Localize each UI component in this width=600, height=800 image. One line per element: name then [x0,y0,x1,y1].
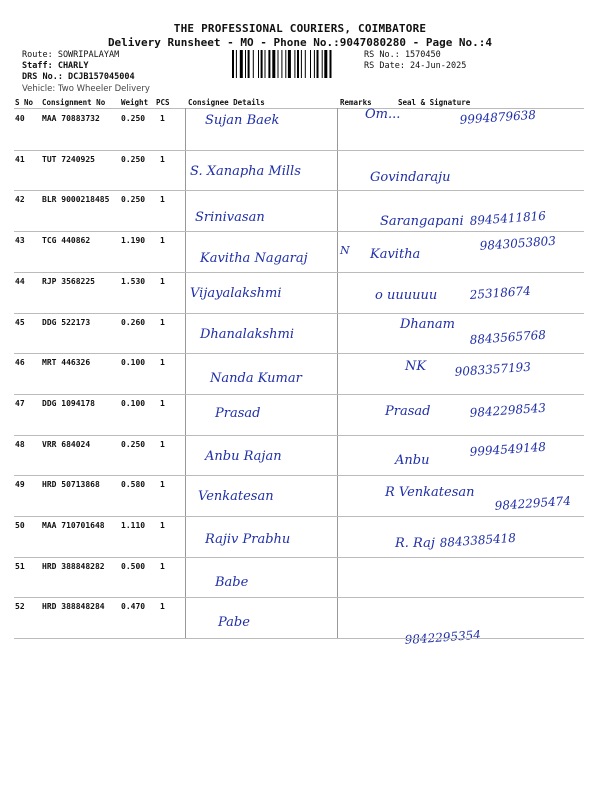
signature-handwriting: Kavitha [370,247,421,263]
drs-label: DRS No.: DCJB157045004 [22,72,135,82]
handwriting-layer [0,558,600,598]
row-pcs: 1 [160,154,165,164]
row-consignment-no: MAA 70883732 [42,114,100,123]
table-row [0,151,600,191]
route-label: Route: SOWRIPALAYAM [22,50,120,60]
row-sno: 44 [15,276,25,286]
row-consignment-no: RJP 3568225 [42,276,95,286]
phone-handwriting: 25318674 [469,283,532,302]
table-row [0,395,600,435]
barcode-bar [248,50,250,78]
row-consignment-no: VRR 684024 [42,439,91,449]
row-pcs: 1 [160,521,165,530]
barcode-bar [236,50,237,78]
barcode-bar [288,50,291,78]
row-consignment-no: MAA 710701648 [42,521,105,530]
row-sno: 47 [15,398,25,408]
rs-no-label: RS No.: 1570450 [364,50,441,60]
remark-handwriting: N [340,244,350,258]
signature-handwriting: Govindaraju [370,169,451,185]
barcode-bar [232,50,234,78]
runsheet-title: THE PROFESSIONAL COURIERS, COIMBATORE [173,22,427,35]
handwriting-layer [0,598,600,648]
table-row [0,191,600,231]
barcode-bar [314,50,315,78]
header-rule [14,108,584,109]
col-weight: Weight [121,98,149,107]
col-consignment: Consignment No [42,98,106,107]
barcode-bar [265,50,266,78]
signature-handwriting: R. Raj [395,536,435,551]
row-pcs: 1 [160,480,165,490]
phone-handwriting: 9842295474 [494,493,572,514]
row-sno: 41 [15,154,25,164]
row-consignment-no: TUT 7240925 [42,154,95,164]
row-weight: 0.100 [121,398,146,408]
row-sno: 46 [15,358,25,368]
phone-handwriting: 8843565768 [469,327,547,347]
table-row [0,273,600,313]
table-row [0,598,600,648]
signature-handwriting: Om... [365,107,401,122]
handwriting-layer [0,191,600,231]
row-weight: 0.580 [121,480,146,490]
phone-handwriting: 8843385418 [439,530,517,550]
table-row [0,558,600,598]
runsheet-subtitle: Delivery Runsheet - MO - Phone No.:9047080280 - Page No.:4 [107,36,493,49]
handwriting-layer [0,232,600,272]
barcode-bar [261,50,263,78]
barcode-bar [310,50,311,78]
barcode-bar [301,50,302,78]
barcode-bar [258,50,259,78]
row-weight: 1.190 [121,236,146,246]
handwriting-layer [0,354,600,394]
row-consignment-no: TCG 440862 [42,236,91,246]
row-consignment-no: HRD 388848282 [42,561,105,571]
barcode-bar [240,50,243,78]
row-pcs: 1 [160,358,165,368]
signature-handwriting: Sarangapani [380,214,464,230]
rs-date-label: RS Date: 24-Jun-2025 [364,61,467,71]
row-consignment-no: HRD 388848284 [42,602,105,612]
row-weight: 0.250 [121,195,146,205]
row-weight: 0.500 [121,561,146,571]
row-sno: 52 [15,602,25,612]
row-pcs: 1 [160,236,165,246]
row-pcs: 1 [160,195,165,205]
row-pcs: 1 [160,114,165,123]
phone-handwriting: 9842298543 [469,400,547,420]
table-row [0,476,600,516]
row-consignment-no: DDG 1094178 [42,398,95,408]
row-pcs: 1 [160,317,165,327]
consignee-handwriting: Babe [215,574,249,590]
consignee-handwriting: Pabe [218,615,250,631]
row-sno: 43 [15,236,25,246]
row-weight: 0.250 [121,154,146,164]
consignee-handwriting: Vijayalakshmi [190,285,282,301]
row-sno: 42 [15,195,25,205]
handwriting-layer [0,517,600,557]
handwriting-layer [0,151,600,191]
barcode-bar [245,50,246,78]
consignee-handwriting: Kavitha Nagaraj [200,251,308,267]
row-weight: 0.250 [121,439,146,449]
handwriting-layer [0,436,600,476]
row-sno: 45 [15,317,25,327]
consignee-handwriting: Dhanalakshmi [200,326,294,342]
row-consignment-no: BLR 9000218485 [42,195,110,205]
handwriting-layer [0,107,600,150]
col-seal-signature: Seal & Signature [398,98,471,107]
signature-handwriting: NK [405,359,427,375]
phone-handwriting: 9994549148 [469,439,547,459]
barcode-bar [317,50,319,78]
barcode-bar [268,50,270,78]
barcode-bar [272,50,275,78]
row-weight: 0.260 [121,317,146,327]
consignee-handwriting: Anbu Rajan [205,448,282,464]
phone-handwriting: 8945411816 [469,209,547,229]
table-row [0,436,600,476]
handwriting-layer [0,314,600,354]
row-weight: 0.100 [121,358,146,368]
signature-handwriting: R Venkatesan [385,485,475,501]
barcode-bar [305,50,306,78]
consignee-handwriting: Prasad [215,405,261,421]
col-sno: S No [15,98,34,107]
col-consignee: Consignee Details [188,98,265,107]
row-consignment-no: MRT 446326 [42,358,91,368]
row-weight: 0.470 [121,602,146,612]
barcode [232,50,354,78]
consignee-handwriting: S. Xanapha Mills [190,163,301,179]
table-row [0,354,600,394]
barcode-bar [253,50,254,78]
table-row [0,314,600,354]
row-pcs: 1 [160,602,165,612]
row-rule [14,638,584,639]
row-sno: 48 [15,439,25,449]
barcode-bar [297,50,299,78]
vehicle-label: Vehicle: Two Wheeler Delivery [22,84,150,94]
row-pcs: 1 [160,561,165,571]
handwriting-layer [0,273,600,313]
handwriting-layer [0,476,600,516]
barcode-bar [322,50,323,78]
row-sno: 51 [15,561,25,571]
row-sno: 49 [15,480,25,490]
barcode-bar [278,50,279,78]
col-remarks: Remarks [340,98,372,107]
phone-handwriting: 9994879638 [459,107,537,127]
consignee-handwriting: Nanda Kumar [210,371,302,387]
barcode-bar [294,50,295,78]
consignee-handwriting: Srinivasan [195,210,265,226]
barcode-bar [330,50,332,78]
phone-handwriting: 9842295354 [404,628,482,648]
signature-handwriting: Prasad [385,403,431,419]
consignee-handwriting: Rajiv Prabhu [205,532,291,547]
barcode-bar [281,50,282,78]
table-row [0,517,600,557]
row-weight: 0.250 [121,114,146,123]
table-row [0,232,600,272]
col-pcs: PCS [156,98,170,107]
table-row [0,107,600,150]
signature-handwriting: o uuuuuu [375,287,438,303]
row-sno: 40 [15,114,25,123]
row-weight: 1.110 [121,521,146,530]
signature-handwriting: Anbu [395,452,430,468]
handwriting-layer [0,395,600,435]
row-pcs: 1 [160,439,165,449]
phone-handwriting: 9083357193 [454,359,532,380]
signature-handwriting: Dhanam [400,316,455,332]
barcode-bar [285,50,286,78]
row-pcs: 1 [160,398,165,408]
row-pcs: 1 [160,276,165,286]
row-consignment-no: DDG 522173 [42,317,91,327]
row-sno: 50 [15,521,25,530]
phone-handwriting: 9843053803 [479,233,557,254]
consignee-handwriting: Sujan Baek [205,113,280,128]
consignee-handwriting: Venkatesan [198,489,274,505]
row-consignment-no: HRD 50713868 [42,480,100,490]
barcode-bar [324,50,327,78]
staff-label: Staff: CHARLY [22,61,89,71]
row-weight: 1.530 [121,276,146,286]
